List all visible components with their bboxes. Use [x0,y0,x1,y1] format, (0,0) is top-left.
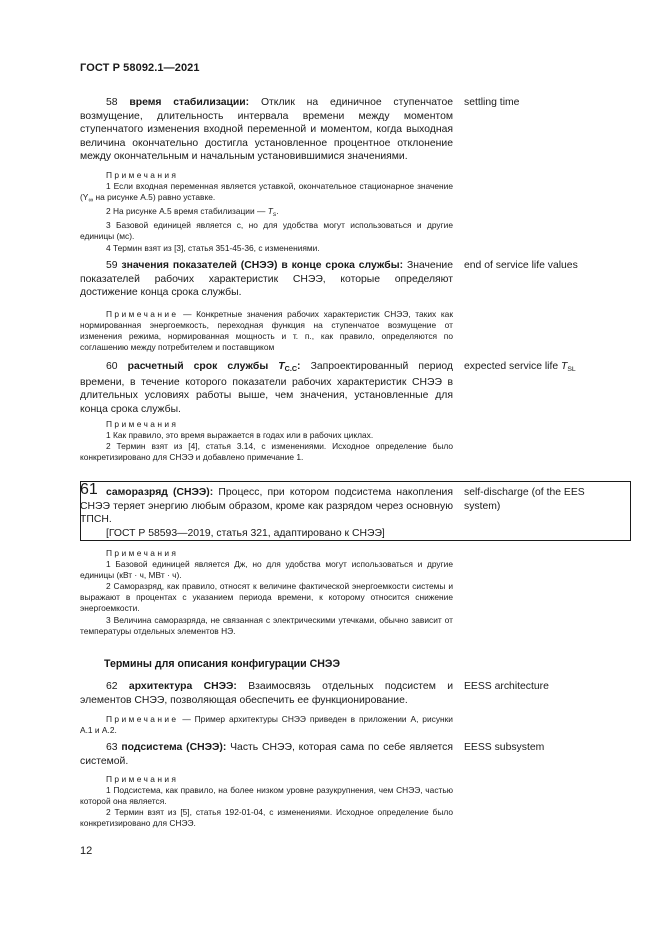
term-59-english: end of service life values [464,260,578,271]
term-62 [80,680,453,707]
term-63-notes [80,774,453,829]
term-61-number: 61 [80,481,98,498]
term-definition: Запроектированный период времени, в течение которого показатели рабочих характеристик СНЭЭ в длительных условиях работы выше, чем значения, установленные для конца срока службы. [80,361,453,415]
note-3: 3 Базовой единицей является с, но для удобства могут использоваться и другие единицы (мс). [80,220,453,242]
term-definition: Взаимосвязь отдельных подсистем и элементов СНЭЭ, позволяющая обеспечить ее функционирование. [80,681,454,706]
note-label: Примечание [106,309,179,319]
term-name: архитектура СНЭЭ: [128,681,237,692]
note-2: 2 Термин взят из [5], статья 192-01-04, с изменениями. Исходное определение было конкретизировано для СНЭЭ. [80,807,453,829]
term-63-english: EESS subsystem [464,742,545,753]
term-58-notes [80,170,453,254]
term-definition: Значение показателей рабочих характеристик СНЭЭ, которые определяют достижение конца срока службы. [80,260,454,299]
page-number: 12 [80,845,93,857]
notes-title: Примечания [106,774,179,784]
term-61 [80,486,453,540]
term-60: 60 расчетный срок службы TС.С: Запроектированный период времени, в течение которого показатели рабочих характеристик СНЭЭ в длительных условиях работы выше, чем значения, установленные для конца срока службы. [80,361,453,415]
term-59-note [80,309,453,353]
note-1: 1 Если входная переменная является уставкой, окончательное стационарное значение ($Y_\infty$ на рисунке А.5) равно уставке. [80,181,453,205]
section-title: Термины для описания конфигурации СНЭЭ [104,658,341,670]
term-58 [80,96,453,164]
term-symbol: T [278,361,285,372]
term-62-note [80,714,453,736]
notes-title: Примечания [106,170,179,180]
term-59 [80,259,453,300]
term-number: 63 [106,742,118,753]
term-name: расчетный срок службы [127,361,269,372]
note-3: 3 Величина саморазряда, не связанная с электрическими утечками, обычно зависит от температуры отдельных элементов НЭ. [80,614,453,636]
note-text: — Конкретные значения рабочих характеристик СНЭЭ, таких как нормированная энергоемкость, переходная функция на ступенчатое возмущение от изменения режима, нормированная мощность и т. п., как правило, определяются по соглашению между потребителем и поставщиком [80,309,453,353]
term-number: 59 [106,260,118,271]
term-61-english: self-discharge (of the EES system) [464,487,585,512]
term-definition: Процесс, при котором подсистема накопления СНЭЭ теряет энергию любым образом, кроме как разрядом через основную ТПСН. [80,487,453,526]
term-62-english: EESS architecture [464,681,549,692]
term-name: значения показателей (СНЭЭ) в конце срока службы: [121,260,404,271]
term-number: 58 [106,97,118,108]
term-61-notes [80,548,453,637]
note-1: 1 Подсистема, как правило, на более низком уровне разукрупнения, чем СНЭЭ, частью которой она является. [80,785,453,807]
notes-title: Примечания [106,548,179,558]
note-text: — Пример архитектуры СНЭЭ приведен в приложении А, рисунки А.1 и А.2. [80,714,453,736]
page-header: ГОСТ Р 58092.1—2021 [80,62,200,74]
note-1: 1 Как правило, это время выражается в годах или в рабочих циклах. [106,430,374,441]
term-definition: Отклик на единичное ступенчатое возмущение, длительность интервала времени между моментом ступенчатого изменения входной переменной и моментом, когда выходная величина окончательно достигла установленное процентное отклонение между окончательным и начальным установившимися значениями. [80,97,454,163]
term-name: саморазряд (СНЭЭ): [106,487,214,498]
term-name: подсистема (СНЭЭ): [121,742,227,753]
term-definition: Часть СНЭЭ, которая сама по себе является системой. [80,742,453,767]
notes-title: Примечания [106,419,179,429]
note-4: 4 Термин взят из [3], статья 351-45-36, с изменениями. [106,242,320,253]
term-name: время стабилизации: [129,97,250,108]
term-58-english: settling time [464,97,520,108]
note-2: 2 Термин взят из [4], статья 3.14, с изменениями. Исходное определение было конкретизировано для СНЭЭ и добавлено примечание 1. [80,441,453,463]
term-number: 62 [106,681,118,692]
note-2: 2 На рисунке А.5 время стабилизации — $T_s$. [106,206,279,219]
term-number: 60 [106,361,118,372]
term-60-notes [80,419,453,463]
note-label: Примечание [106,714,179,724]
note-2: 2 Саморазряд, как правило, относят к величине фактической энергоемкости системы и выражают в процентах с указанием периода времени, к которому относится снижение энергоемкости. [80,581,453,614]
term-60-english: expected service life $T_{SL}$ [464,361,576,373]
term-63 [80,741,453,768]
note-1: 1 Базовой единицей является Дж, но для удобства могут использоваться и другие единицы (кВт · ч, МВт · ч). [80,559,453,581]
term-reference: [ГОСТ Р 58593—2019, статья 321, адаптировано к СНЭЭ] [106,527,385,539]
